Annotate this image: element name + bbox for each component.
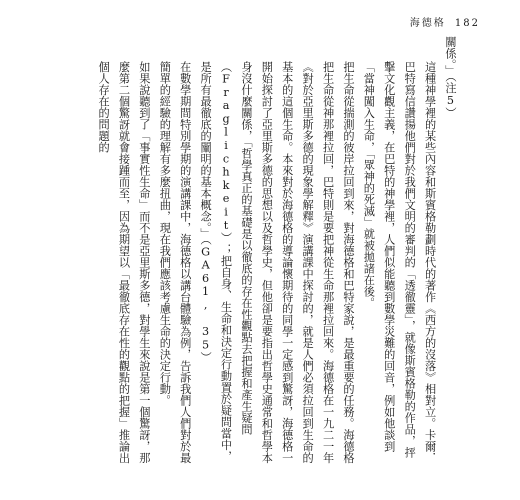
paragraph-1: 關係。」（注5） [444, 36, 457, 119]
paragraph-3: 把生命從揣測的彼岸拉回到來，對海德格和巴特家說，是最重要的任務。海德格把生命從神那裡拉回，巴特則是要把神從生命那裡拉回來。海德格在一九二一年《對於亞里斯多德的現象學解釋》演講課中探討的，就是人們必須拉回到生命的基本的這個生命。本來對於海德格的導論懷期待的同學一定感到驚訝，海德格一開始探討了亞里斯多德的思想以及哲學史，但他卻是要指出哲學史通常和哲學本身沒什麼關係，「哲學真正的基礎是以徹底的存在性觀點去把握和產生疑問（Fraglichkeit）；把自身、生命和決定行動置於疑問當中，是所有最徹底的闡明的基本概念。」（GA61, 35） [199, 60, 355, 464]
paragraph-2: 這種神學裡的某些內容和斯賓格勒劃時代的著作《西方的沒落》相對立。卡爾．巴特寫信讚揚他們對於我們文明的審判的「透徹靈」，就像斯賓格勒的作品，抨擊文化觀主義，在巴特的神學裡，人們似能聽到數學災難的回音，例如他談到「當神闖入生命，「眾神的死滅」就被拋諸在後。 [362, 60, 437, 464]
body-text [70, 36, 460, 466]
page-number: 182 [454, 18, 480, 29]
paragraph-5: 如果說聽到了「事實性生命」而不是亞里斯多德，對學生來說是第一個驚訝，那麼第二個驚訝就會接踵而至，因為期望以「最徹底存在性的觀點的把握」推論出個人存在的問題的 [97, 60, 151, 464]
page-header [410, 14, 480, 29]
paragraph-4: 在數學期間特別學期的演講課中，海德格以講台體驗為例，告訴我們人們對於最簡單的經驗的理解有多麼扭曲，現在我們應該考慮生命的決定行動。 [158, 60, 192, 464]
running-title: 海德格 [409, 18, 446, 29]
